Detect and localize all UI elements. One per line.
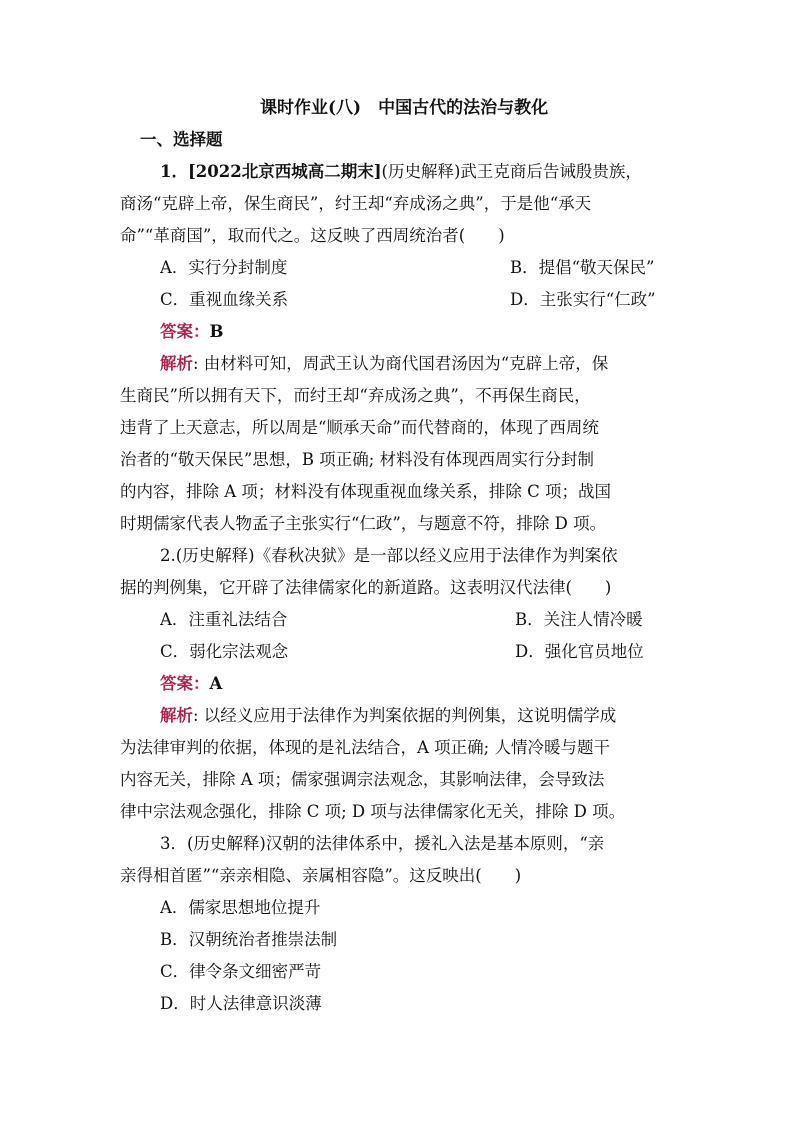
question-2-analysis-line-1 <box>160 700 676 732</box>
question-1-options-row-1 <box>160 252 680 284</box>
answer-label: 答案： <box>160 322 210 341</box>
answer-value: B <box>209 322 224 341</box>
question-3-option-b: B．汉朝统治者推崇法制 <box>160 930 338 949</box>
analysis-text: : 由材料可知，周武王认为商代国君汤因为“克辟上帝，保 <box>193 354 609 373</box>
question-1-options-row-2 <box>160 284 680 316</box>
answer-label: 答案： <box>160 674 210 693</box>
question-1-analysis-line-3: 违背了上天意志，所以周是“顺承天命”而代替商的，体现了西周统 <box>120 418 599 437</box>
question-2-option-b: B．关注人情冷暖 <box>515 610 643 629</box>
question-2-option-c: C．弱化宗法观念 <box>160 642 289 661</box>
question-2-analysis-line-2: 为法律审判的依据，体现的是礼法结合，A 项正确; 人情冷暖与题干 <box>120 738 610 757</box>
question-2-analysis-line-3: 内容无关，排除 A 项；儒家强调宗法观念，其影响法律，会导致法 <box>120 770 605 789</box>
question-2-line-1: 2.(历史解释)《春秋决狱》是一部以经义应用于法律作为判案依 <box>160 546 618 565</box>
question-1-option-d: D．主张实行“仁政” <box>510 290 656 309</box>
question-1-line-3: 命”“革商国”，取而代之。这反映了西周统治者( ) <box>120 226 505 245</box>
analysis-text: : 以经义应用于法律作为判案依据的判例集，这说明儒学成 <box>193 706 617 725</box>
question-2-line-2: 据的判例集，它开辟了法律儒家化的新道路。这表明汉代法律( ) <box>120 578 612 597</box>
question-1-analysis-line-6: 时期儒家代表人物孟子主张实行“仁政”，与题意不符，排除 D 项。 <box>120 514 607 533</box>
answer-value: A <box>209 674 223 693</box>
question-1-analysis-line-5: 的内容，排除 A 项；材料没有体现重视血缘关系，排除 C 项；战国 <box>120 482 612 501</box>
question-1-answer <box>160 316 676 348</box>
question-2-options-row-1 <box>160 604 680 636</box>
question-2-option-a: A．注重礼法结合 <box>160 610 288 629</box>
question-1-source: [2022北京西城高二期末] <box>187 162 382 181</box>
question-3-line-2: 亲得相首匿”“亲亲相隐、亲属相容隐”。这反映出( ) <box>120 866 522 885</box>
question-1-option-a: A．实行分封制度 <box>160 258 288 277</box>
question-1-analysis-line-2: 生商民”所以拥有天下，而纣王却“弃成汤之典”，不再保生商民， <box>120 386 591 405</box>
page-title: 课时作业(八) 中国古代的法治与教化 <box>260 98 549 118</box>
question-3-option-d: D．时人法律意识淡薄 <box>160 994 322 1013</box>
question-1-text: (历史解释)武王克商后告诫殷贵族， <box>381 162 642 181</box>
section-heading: 一、选择题 <box>140 130 223 149</box>
question-1-analysis-line-1 <box>160 348 676 380</box>
question-1-option-b: B．提倡“敬天保民” <box>510 258 655 277</box>
question-2-options-row-2 <box>160 636 680 668</box>
question-1-analysis-line-4: 治者的“敬天保民”思想，B 项正确; 材料没有体现西周实行分封制 <box>120 450 595 469</box>
question-1-line-1 <box>160 156 676 188</box>
question-2-analysis-line-4: 律中宗法观念强化，排除 C 项; D 项与法律儒家化无关，排除 D 项。 <box>120 802 626 821</box>
question-1-number: 1． <box>160 162 188 181</box>
question-3-option-c: C．律令条文细密严苛 <box>160 962 322 981</box>
analysis-label: 解析 <box>160 706 193 725</box>
question-3-line-1: 3．(历史解释)汉朝的法律体系中，援礼入法是基本原则，“亲 <box>160 834 605 853</box>
question-3-option-a: A．儒家思想地位提升 <box>160 898 321 917</box>
question-2-option-d: D．强化官员地位 <box>515 642 644 661</box>
question-1-line-2: 商汤“克辟上帝，保生商民”，纣王却“弃成汤之典”，于是他“承天 <box>120 194 592 213</box>
analysis-label: 解析 <box>160 354 193 373</box>
question-1-option-c: C．重视血缘关系 <box>160 290 289 309</box>
question-2-answer <box>160 668 676 700</box>
